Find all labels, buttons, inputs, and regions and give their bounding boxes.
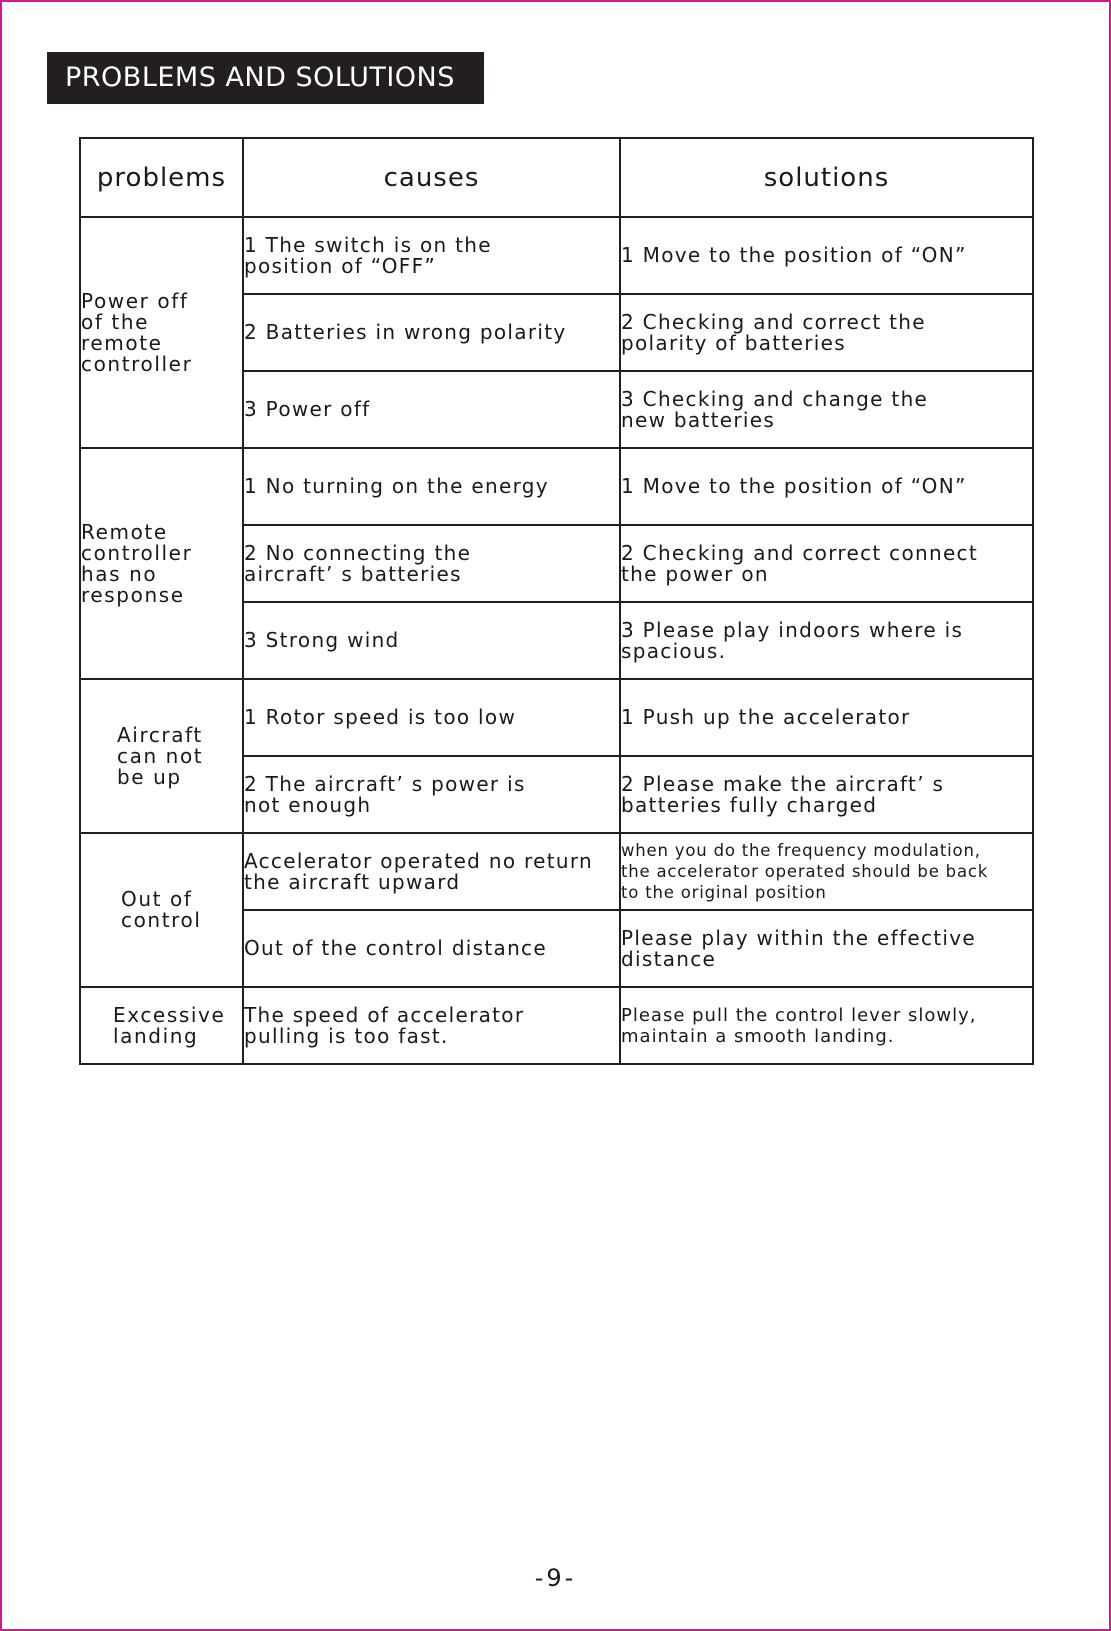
- solution-cell: 2 Checking and correct the polarity of batteries: [620, 294, 1033, 371]
- problem-cell: Power off of the remote controller: [80, 217, 243, 448]
- cause-cell: 2 The aircraft’ s power is not enough: [243, 756, 620, 833]
- cause-cell: 1 No turning on the energy: [243, 448, 620, 525]
- header-row: [80, 138, 1033, 217]
- cause-cell: 1 The switch is on the position of “OFF”: [243, 217, 620, 294]
- table-row: [80, 217, 1033, 294]
- table-row: [80, 448, 1033, 525]
- solution-cell: when you do the frequency modulation, the accelerator operated should be back to the original position: [620, 833, 1033, 910]
- section-title: PROBLEMS AND SOLUTIONS: [47, 52, 484, 104]
- solution-cell: 1 Push up the accelerator: [620, 679, 1033, 756]
- solution-cell: 1 Move to the position of “ON”: [620, 448, 1033, 525]
- cause-cell: 2 Batteries in wrong polarity: [243, 294, 620, 371]
- problem-cell: Excessive landing: [80, 987, 243, 1064]
- solution-cell: 3 Checking and change the new batteries: [620, 371, 1033, 448]
- table-row: [80, 679, 1033, 756]
- cause-cell: 3 Power off: [243, 371, 620, 448]
- header-problems: problems: [80, 138, 243, 217]
- solution-cell: 1 Move to the position of “ON”: [620, 217, 1033, 294]
- cause-cell: 3 Strong wind: [243, 602, 620, 679]
- cause-cell: Out of the control distance: [243, 910, 620, 987]
- table-row: [80, 987, 1033, 1064]
- header-causes: causes: [243, 138, 620, 217]
- solution-cell: 2 Please make the aircraft’ s batteries fully charged: [620, 756, 1033, 833]
- page-number: -9-: [534, 1564, 577, 1592]
- troubleshooting-table: [79, 137, 1034, 1065]
- header-solutions: solutions: [620, 138, 1033, 217]
- problem-cell: Aircraft can not be up: [80, 679, 243, 833]
- solution-cell: Please play within the effective distance: [620, 910, 1033, 987]
- cause-cell: 1 Rotor speed is too low: [243, 679, 620, 756]
- cause-cell: Accelerator operated no return the aircraft upward: [243, 833, 620, 910]
- solution-cell: 2 Checking and correct connect the power on: [620, 525, 1033, 602]
- cause-cell: 2 No connecting the aircraft’ s batteries: [243, 525, 620, 602]
- table-row: [80, 833, 1033, 910]
- problem-cell: Remote controller has no response: [80, 448, 243, 679]
- solution-cell: 3 Please play indoors where is spacious.: [620, 602, 1033, 679]
- solution-cell: Please pull the control lever slowly, maintain a smooth landing.: [620, 987, 1033, 1064]
- cause-cell: The speed of accelerator pulling is too fast.: [243, 987, 620, 1064]
- problem-cell: Out of control: [80, 833, 243, 987]
